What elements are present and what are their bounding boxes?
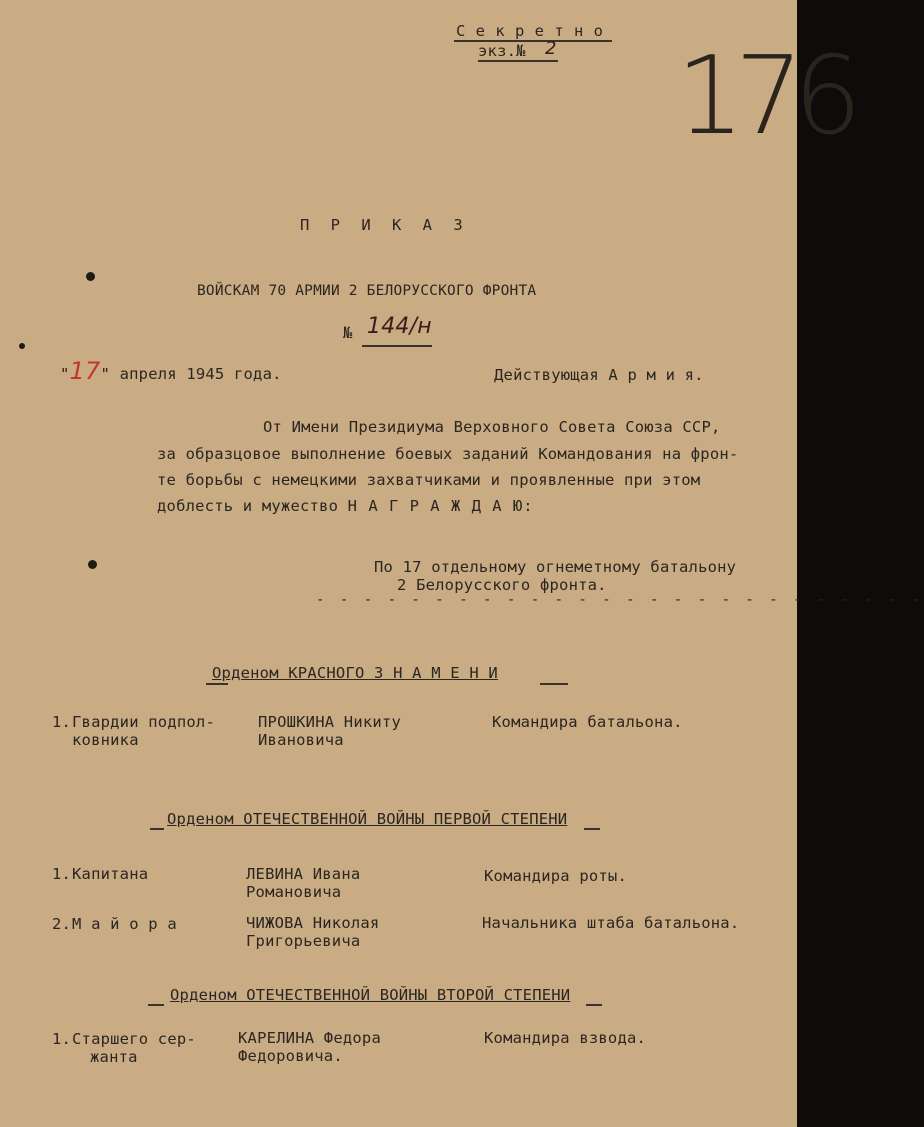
binder-hole-bottom bbox=[88, 560, 97, 569]
section-1-heading-line-right bbox=[540, 683, 568, 685]
entry-3-1-post: Командира взвода. bbox=[484, 1029, 647, 1047]
secrecy-stamp: С е к р е т н о bbox=[456, 22, 604, 40]
entry-2-2-post: Начальника штаба батальона. bbox=[482, 914, 740, 932]
binder-hole-middle bbox=[19, 343, 25, 349]
entry-2-2-name: ЧИЖОВА Николая bbox=[246, 914, 380, 932]
award-word: Н А Г Р А Ж Д А Ю: bbox=[347, 497, 534, 515]
entry-1-1-num: 1. bbox=[52, 713, 72, 731]
date-rest: апреля 1945 года. bbox=[119, 365, 282, 383]
date-close-quote: " bbox=[100, 365, 111, 383]
document-subtitle: ВОЙСКАМ 70 АРМИИ 2 БЕЛОРУССКОГО ФРОНТА bbox=[197, 283, 537, 299]
section-2-heading-line-left bbox=[150, 828, 164, 830]
unit-line-1: По 17 отдельному огнеметному батальону bbox=[374, 558, 737, 576]
entry-2-1-post: Командира роты. bbox=[484, 867, 627, 885]
order-number-underline bbox=[362, 345, 432, 347]
preamble-line-1: От Имени Президиума Верховного Совета Союза ССР, bbox=[263, 418, 721, 436]
date-line bbox=[60, 357, 282, 385]
entry-2-1-num: 1. bbox=[52, 865, 72, 883]
entry-3-1-rank: Старшего сер- bbox=[72, 1030, 196, 1048]
preamble-line-4 bbox=[157, 497, 534, 515]
order-number-value: 144/н bbox=[367, 314, 432, 339]
section-2-heading-line-right bbox=[584, 828, 600, 830]
section-1-heading-line-left bbox=[206, 683, 228, 685]
preamble-line-3: те борьбы с немецкими захватчиками и проявленные при этом bbox=[157, 471, 701, 489]
entry-2-1-rank: Капитана bbox=[72, 865, 149, 883]
copy-underline bbox=[478, 60, 558, 62]
entry-3-1-rank-cont: жанта bbox=[90, 1048, 138, 1066]
entry-3-1-name-cont: Федоровича. bbox=[238, 1047, 343, 1065]
date-place: Действующая А р м и я. bbox=[494, 366, 704, 384]
date-open-quote: " bbox=[60, 365, 70, 383]
entry-2-2-rank: М а й о р а bbox=[72, 915, 177, 933]
unit-dash-separator: - - - - - - - - - - - - - - - - - - - - - - - - - - bbox=[316, 592, 924, 608]
preamble-line-2: за образцовое выполнение боевых заданий Командования на фрон- bbox=[157, 445, 739, 463]
section-2-heading: Орденом ОТЕЧЕСТВЕННОЙ ВОЙНЫ ПЕРВОЙ СТЕПЕНИ bbox=[167, 810, 568, 828]
preamble-line-4-text: доблесть и мужество bbox=[157, 497, 339, 515]
section-3-heading: Орденом ОТЕЧЕСТВЕННОЙ ВОЙНЫ ВТОРОЙ СТЕПЕНИ bbox=[170, 986, 571, 1004]
entry-1-1-name: ПРОШКИНА Никиту bbox=[258, 713, 401, 731]
entry-1-1-post: Командира батальона. bbox=[492, 713, 683, 731]
entry-3-1-name: КАРЕЛИНА Федора bbox=[238, 1029, 381, 1047]
section-1-heading: Орденом КРАСНОГО З Н А М Е Н И bbox=[212, 664, 498, 682]
entry-2-2-num: 2. bbox=[52, 915, 72, 933]
entry-1-1-rank: Гвардии подпол- bbox=[72, 713, 215, 731]
date-day: 17 bbox=[69, 357, 101, 385]
document-title: П Р И К А З bbox=[300, 216, 469, 234]
unit-line-2: 2 Белорусского фронта. bbox=[397, 576, 607, 594]
entry-2-2-name-cont: Григорьевича bbox=[246, 932, 361, 950]
entry-2-1-name-cont: Романовича bbox=[246, 883, 342, 901]
copy-label: экз.№ bbox=[478, 42, 526, 60]
section-3-heading-line-left bbox=[148, 1004, 164, 1006]
copy-number: 2 bbox=[545, 38, 557, 59]
section-3-heading-line-right bbox=[586, 1004, 602, 1006]
entry-3-1-num: 1. bbox=[52, 1030, 72, 1048]
entry-1-1-rank-cont: ковника bbox=[72, 731, 139, 749]
archive-page-number: 176 bbox=[676, 34, 853, 159]
binder-hole-top bbox=[86, 272, 95, 281]
order-number-label: № bbox=[343, 324, 353, 342]
entry-1-1-name-cont: Ивановича bbox=[258, 731, 344, 749]
entry-2-1-name: ЛЕВИНА Ивана bbox=[246, 865, 361, 883]
